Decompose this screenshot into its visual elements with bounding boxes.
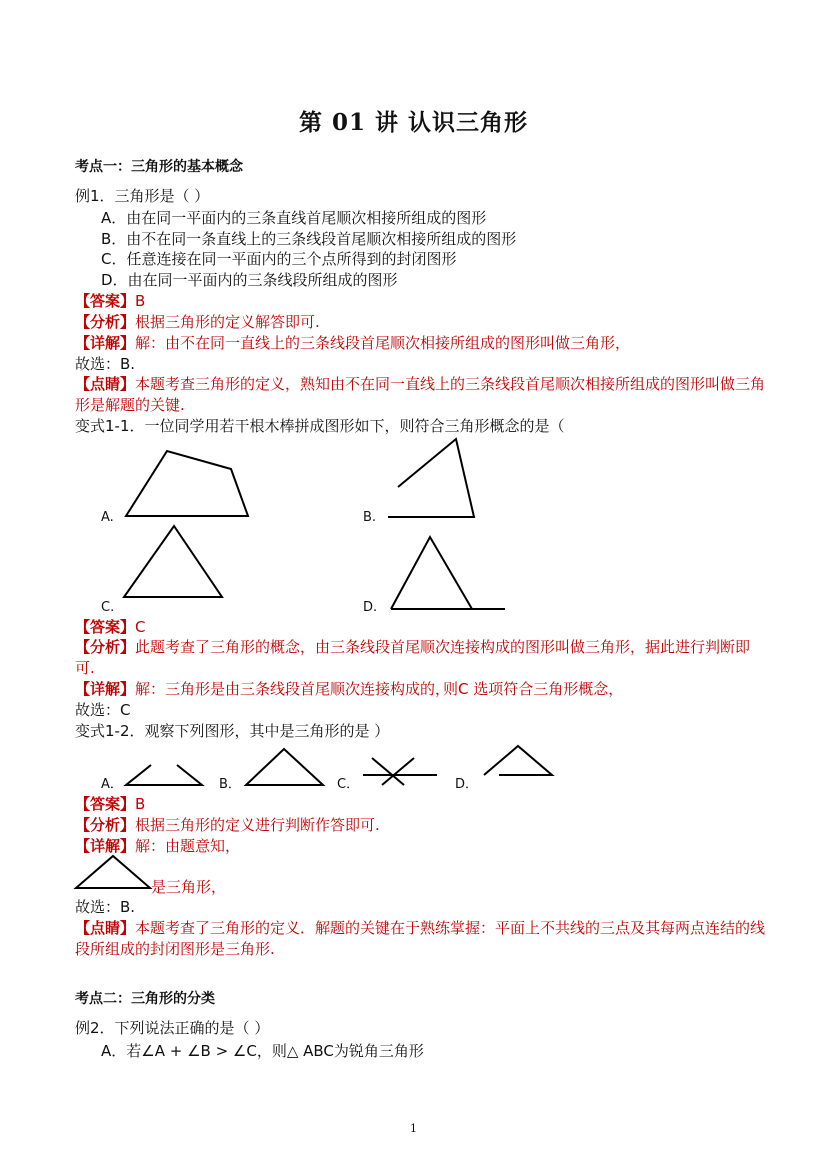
answer-value: C — [135, 618, 146, 636]
example-1-option-d: D．由在同一平面内的三条线段所组成的图形 — [101, 271, 398, 289]
figure-a-open — [126, 765, 202, 785]
example-1-question: 例1．三角形是（ ） — [75, 187, 210, 205]
detail-text: 解：三角形是由三条线段首尾顺次连接构成的， — [135, 680, 451, 698]
answer-value: B — [135, 795, 146, 813]
variant-1-2-question: 变式1-2．观察下列图形，其中是三角形的是 ） — [75, 722, 390, 740]
detail-text: 解：由题意知， — [135, 837, 241, 855]
detail-tag: 【详解】 — [75, 680, 136, 698]
variant-1-2-comment-line-2: 段所组成的封闭图形是三角形. — [75, 940, 275, 958]
example-2-question: 例2．下列说法正确的是（ ） — [75, 1019, 270, 1037]
analysis-tag: 【分析】 — [75, 313, 136, 331]
variant-1-2-label-a: A． — [101, 777, 123, 792]
figure-b-triangle — [246, 749, 323, 785]
comment-text-1: 本题考查了三角形的定义．解题的关键在于熟练掌握：平面上不共线的三点及其每两点连结的线 — [135, 919, 766, 937]
section-heading-1: 考点一：三角形的基本概念 — [75, 159, 243, 175]
figure-c-label: C. — [101, 600, 115, 615]
variant-1-2-detail — [75, 836, 240, 856]
detail-tag: 【详解】 — [75, 334, 136, 352]
example-2-option-a: A．若∠A + ∠B > ∠C，则△ ABC为锐角三角形 — [101, 1042, 424, 1060]
comment-tag: 【点睛】 — [75, 919, 136, 937]
detail-tag: 【详解】 — [75, 837, 136, 855]
variant-1-2-label-b: B． — [219, 777, 241, 792]
analysis-text-1: 此题考查了三角形的概念，由三条线段首尾顺次连接构成的图形叫做三角形，据此进行判断即 — [135, 638, 751, 656]
analysis-tag: 【分析】 — [75, 816, 136, 834]
figure-b-label: B. — [363, 510, 377, 525]
answer-tag: 【答案】 — [75, 618, 136, 636]
figure-d-label: D. — [363, 600, 378, 615]
analysis-tag: 【分析】 — [75, 638, 136, 656]
comment-text-1: 本题考查三角形的定义，熟知由不在同一直线上的三条线段首尾顺次相接所组成的图形叫做三角 — [135, 375, 766, 393]
variant-1-1-analysis-line-2: 可. — [75, 659, 95, 677]
answer-value: B — [135, 292, 146, 310]
analysis-text: 根据三角形的定义解答即可. — [135, 313, 320, 331]
figure-a-label: A. — [101, 510, 114, 525]
detail-text: 解：由不在同一直线上的三条线段首尾顺次相接所组成的图形叫做三角形， — [135, 334, 631, 352]
figure-d-open — [484, 746, 552, 775]
variant-1-2-choice: 故选：B. — [75, 898, 136, 916]
variant-1-1-question: 变式1-1．一位同学用若干根木棒拼成图形如下，则符合三角形概念的是（ — [75, 417, 565, 435]
variant-1-2-comment — [75, 918, 765, 938]
variant-1-2-label-d: D． — [455, 777, 479, 792]
example-1-option-b: B．由不在同一条直线上的三条线段首尾顺次相接所组成的图形 — [101, 230, 517, 248]
example-1-comment-line-2: 形是解题的关键. — [75, 396, 185, 414]
variant-1-1-detail-continued: 则C 选项符合三角形概念， — [443, 680, 624, 698]
answer-triangle — [76, 856, 150, 888]
answer-tag: 【答案】 — [75, 795, 136, 813]
page-title: 第 01 讲 认识三角形 — [298, 109, 529, 136]
section-heading-2: 考点二：三角形的分类 — [75, 991, 215, 1007]
variant-1-2-label-c: C． — [337, 777, 360, 792]
example-1-option-c: C．任意连接在同一平面内的三个点所得到的封闭图形 — [101, 250, 457, 268]
variant-1-2-figure-caption: 是三角形， — [151, 878, 227, 896]
page-number: 1 — [410, 1122, 417, 1135]
variant-1-2-answer — [75, 794, 145, 814]
example-1-option-a: A．由在同一平面内的三条直线首尾顺次相接所组成的图形 — [101, 209, 487, 227]
variant-1-1-choice: 故选：C — [75, 701, 131, 719]
answer-tag: 【答案】 — [75, 292, 136, 310]
variant-1-2-analysis — [75, 815, 380, 835]
analysis-text: 根据三角形的定义进行判断作答即可. — [135, 816, 380, 834]
comment-tag: 【点睛】 — [75, 375, 136, 393]
example-1-choice: 故选：B. — [75, 355, 136, 373]
